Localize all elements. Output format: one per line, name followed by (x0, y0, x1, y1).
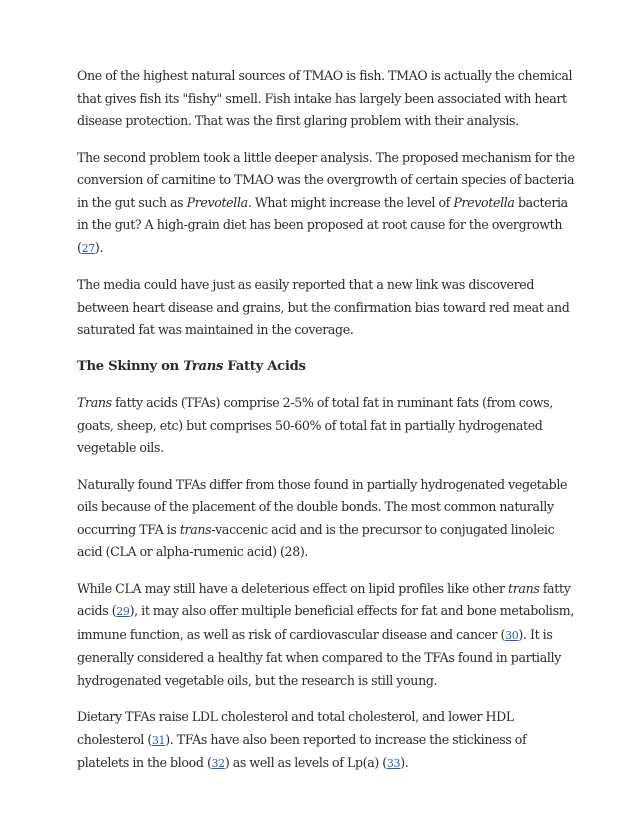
reference-link-30[interactable]: 30 (505, 628, 519, 642)
paragraph-fish-tmao (77, 65, 577, 133)
reference-link-27[interactable]: 27 (81, 241, 95, 255)
italic-term: Prevotella (186, 194, 248, 210)
reference-link-32[interactable]: 32 (211, 757, 225, 770)
paragraph-text: One of the highest natural sources of TMAO is fish. TMAO is actually the chemical that gives fish its "fishy" smell. Fish intake has largely been associated with heart disease protection. That was the first glaring problem with their analysis. (77, 68, 573, 128)
reference-link-31[interactable]: 31 (151, 733, 166, 747)
reference-link-33[interactable]: 33 (386, 757, 401, 770)
paragraph-dietary-tfa: Dietary TFAs raise LDL cholesterol and total cholesterol, and lower HDL cholesterol (31). TFAs have also been reported to increase the stickiness of platelets in the blood (32) as well as levels of Lp(a) (33). (77, 709, 527, 770)
section-heading: The Skinny on Trans Fatty Acids (77, 358, 306, 374)
italic-term: trans (508, 580, 540, 596)
reference-link-29[interactable]: 29 (116, 605, 130, 618)
italic-term: Trans (77, 395, 112, 410)
paragraph-media-bias (77, 274, 577, 342)
paragraph-text: The media could have just as easily reported that a new link was discovered between heart disease and grains, but the confirmation bias toward red meat and saturated fat was maintained in the coverage. (77, 277, 570, 337)
paragraph-natural-tfa: Naturally found TFAs differ from those found in partially hydrogenated vegetable oils because of the placement of the double bonds. The most common naturally occurring TFA is trans-vaccenic acid and is the precursor to conjugated linoleic acid (CLA or alpha-rumenic acid) (28). (77, 476, 568, 559)
italic-term: trans (179, 521, 212, 537)
italic-term: Prevotella (453, 194, 515, 210)
paragraph-cla-effects: While CLA may still have a deleterious effect on lipid profiles like other trans fatty acids (29), it may also offer multiple beneficial effects for fat and bone metabolism, immune function, as well as risk of cardiovascular disease and cancer (30). It is generally considered a healthy fat when compared to the TFAs found in partially hydrogenated vegetable oils, but the research is still young. (77, 580, 574, 688)
document-page (77, 65, 577, 776)
paragraph-tfa-composition: Trans fatty acids (TFAs) comprise 2-5% of total fat in ruminant fats (from cows, goats, sheep, etc) but comprises 50-60% of total fat in partially hydrogenated vegetable oils. (77, 395, 553, 455)
paragraph-second-problem: The second problem took a little deeper analysis. The proposed mechanism for the conversion of carnitine to TMAO was the overgrowth of certain species of bacteria in the gut such as Prevotella. What might increase the level of Prevotella bacteria in the gut? A high-grain diet has been proposed at root cause for the overgrowth (27). (77, 149, 575, 255)
